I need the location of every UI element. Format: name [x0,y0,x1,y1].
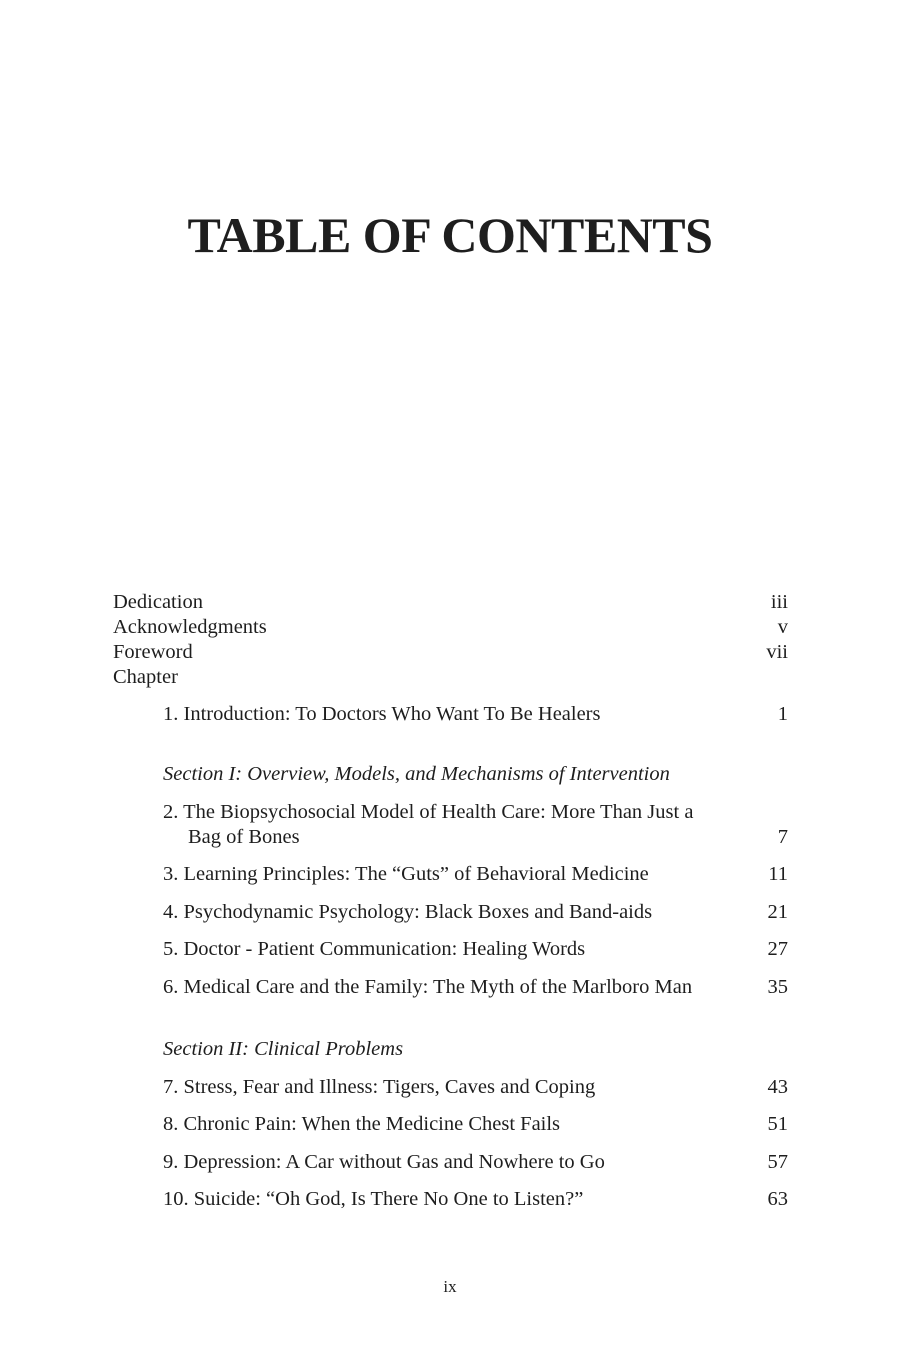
toc-entry-page: 51 [767,1113,788,1135]
toc-entry-page: iii [770,591,788,613]
page-title: TABLE OF CONTENTS [187,207,713,263]
toc-entry-chapter-7 [113,1075,788,1100]
toc-entry-chapter-8 [113,1112,788,1137]
toc-entry-foreword [113,640,788,665]
toc-entry-chapter-1 [113,702,788,727]
toc-entry-page: 1 [777,703,788,725]
toc-entry-page: 7 [777,826,788,848]
toc-entry-page: vii [766,641,788,663]
toc-entry-label: Chapter [113,666,178,688]
section-heading-1: Section I: Overview, Models, and Mechanisms of Intervention [163,763,670,785]
toc-entry-chapter-3 [113,862,788,887]
toc-entry-label: 3. Learning Principles: The “Guts” of Behavioral Medicine [163,863,649,885]
toc-entry-page: 11 [768,863,788,885]
toc-entry-acknowledgments [113,615,788,640]
toc-entry-label: 5. Doctor - Patient Communication: Healing Words [163,938,586,960]
page-number: ix [443,1277,457,1296]
toc-entry-chapter-6 [113,975,788,1000]
toc-entry-label: Dedication [113,591,203,613]
toc-entry-chapter-9 [113,1150,788,1175]
toc-entry-chapter-10 [113,1187,788,1212]
section-heading-2: Section II: Clinical Problems [163,1038,404,1060]
toc-entry-label: 1. Introduction: To Doctors Who Want To Be Healers [163,703,601,725]
toc-entry-page: 21 [767,901,788,923]
toc-heading-chapter [113,665,788,690]
toc-entry-chapter-2-continued [113,825,788,850]
toc-entry-label: 4. Psychodynamic Psychology: Black Boxes and Band-aids [163,901,653,923]
toc-entry-label: 7. Stress, Fear and Illness: Tigers, Caves and Coping [163,1076,596,1098]
toc-entry-page: v [777,616,788,638]
toc-entry-page: 63 [767,1188,788,1210]
toc-entry-label: Bag of Bones [188,826,300,848]
toc-entry-chapter-5 [113,937,788,962]
toc-entry-chapter-2 [113,800,788,825]
toc-entry-label: 2. The Biopsychosocial Model of Health Care: More Than Just a [163,801,694,823]
toc-entry-label: 9. Depression: A Car without Gas and Nowhere to Go [163,1151,605,1173]
toc-entry-label: 6. Medical Care and the Family: The Myth of the Marlboro Man [163,976,693,998]
toc-entry-chapter-4 [113,900,788,925]
toc-entry-label: 10. Suicide: “Oh God, Is There No One to Listen?” [163,1188,584,1210]
toc-entry-label: 8. Chronic Pain: When the Medicine Chest Fails [163,1113,561,1135]
toc-entry-page: 27 [767,938,788,960]
toc-entry-page: 35 [767,976,788,998]
toc-entry-label: Acknowledgments [113,616,267,638]
toc-entry-page: 57 [767,1151,788,1173]
toc-entry-page: 43 [767,1076,788,1098]
toc-entry-dedication [113,590,788,615]
toc-entry-label: Foreword [113,641,193,663]
